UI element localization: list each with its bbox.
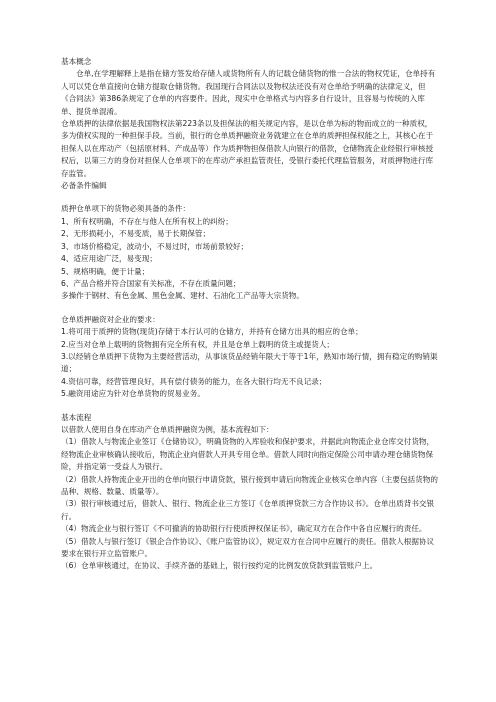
process-intro: 以借款人使用自身在库动产仓单质押融资为例，基本流程如下：: [61, 424, 274, 434]
section-heading-requirements: 仓单质押融资对企业的要求：: [61, 314, 160, 324]
list-item: 1.将可用于质押的货物(现货)存储于本行认可的仓储方，并持有仓储方出具的相应的仓单；: [61, 327, 363, 337]
list-item: 2、无形损耗小，不易变质，易于长期保管；: [61, 229, 211, 239]
list-item: 3、市场价格稳定，波动小，不易过时，市场前景较好；: [61, 241, 249, 251]
list-item: 5、规格明确，便于计量；: [61, 266, 150, 276]
section-gap: [61, 401, 439, 412]
conditions-note: 多操作于钢材、有色金属、黑色金属、建材、石油化工产品等大宗货物。: [61, 291, 304, 301]
document-page: [61, 56, 439, 573]
process-step: （2）借款人持物流企业开出的仓单向银行申请贷款，银行接到申请后向物流企业核实仓单内容（主要包括货物的品种、规格、数量、质量等）。: [61, 474, 438, 496]
list-item: 6、产品合格并符合国家有关标准，不存在质量问题；: [61, 278, 241, 288]
list-item: 5.融资用途应为针对仓单货物的贸易业务。: [61, 389, 205, 399]
section-heading-process: 基本流程: [61, 412, 92, 422]
process-step: （1）借款人与物流企业签订《仓储协议》，明确货物的入库验收和保护要求，并据此向物流企业仓库交付货物，经物流企业审核确认接收后，物流企业向借款人开具专用仓单。借款人同时向指定保险公司申请办理仓储货物保险，并指定第一受益人为银行。: [61, 437, 435, 472]
process-step: （5）借款人与银行签订《银企合作协议》、《账户监管协议》，规定双方在合同中应履行的责任。借款人根据协议要求在银行开立监管账户。: [61, 536, 435, 559]
paragraph-warehouse-receipt-definition: 仓单,在学理解释上是指在储方签发给存储人或货物所有人的记载仓储货物的惟一合法的物权凭证，仓单持有人可以凭仓单直接向仓储方提取仓储货物。我国现行合同法以及物权法还没有对仓单给予明确的法律定义，但《合同法》第386条规定了仓单的内容要件。因此，现实中仓单格式与内容多自行设计，且容易与传统的入库单、提货单混淆。: [61, 69, 436, 116]
paragraph-legal-basis: 仓单质押的法律依据是我国物权法第223条以及担保法的相关规定内容，是以仓单为标的物而成立的一种质权，多为债权实现的一种担保手段。当前，银行的仓单质押融资业务就建立在仓单的质押担保权能之上，其核心在于担保人以在库动产（包括原材料、产成品等）作为质押物担保借款人向银行的借款，仓储物流企业经银行审核授权后，以第三方的身份对担保人仓单项下的在库动产承担监管责任，受银行委托代理监管服务，对质押物进行库存监管。: [61, 119, 434, 178]
list-item: 3.以经销仓单质押下货物为主要经营活动，从事该货品经销年限大于等于1年，熟知市场行情，拥有稳定的购销渠道；: [61, 351, 438, 374]
process-step: （6）仓单审核通过，在协议、手续齐备的基础上，银行按约定的比例发放贷款到监管账户上。: [61, 561, 378, 571]
section-gap: [61, 303, 439, 314]
section-trailer-edit: 必备条件编辑: [61, 181, 107, 191]
list-item: 4、适应用途广泛，易变现；: [61, 254, 157, 264]
process-step: （3）银行审核通过后，借款人、银行、物流企业三方签订《仓单质押贷款三方合作协议书》。仓单出质背书交银行。: [61, 499, 435, 521]
process-step: （4）物流企业与银行签订《不可撤消的协助银行行使质押权保证书》，确定双方在合作中各自应履行的责任。: [61, 524, 427, 534]
section-heading-concept: 基本概念: [61, 57, 92, 66]
list-item: 1、所有权明确，不存在与他人在所有权上的纠纷；: [61, 216, 233, 226]
section-heading-conditions: 质押仓单项下的货物必须具备的条件：: [61, 204, 191, 214]
list-item: 2.应当对仓单上载明的货物拥有完全所有权，并且是仓单上载明的货主或提货人；: [61, 339, 335, 349]
list-item: 4.资信可靠，经营管理良好，具有偿付债务的能力，在各大银行均无不良记录；: [61, 376, 327, 386]
section-gap: [61, 192, 439, 203]
